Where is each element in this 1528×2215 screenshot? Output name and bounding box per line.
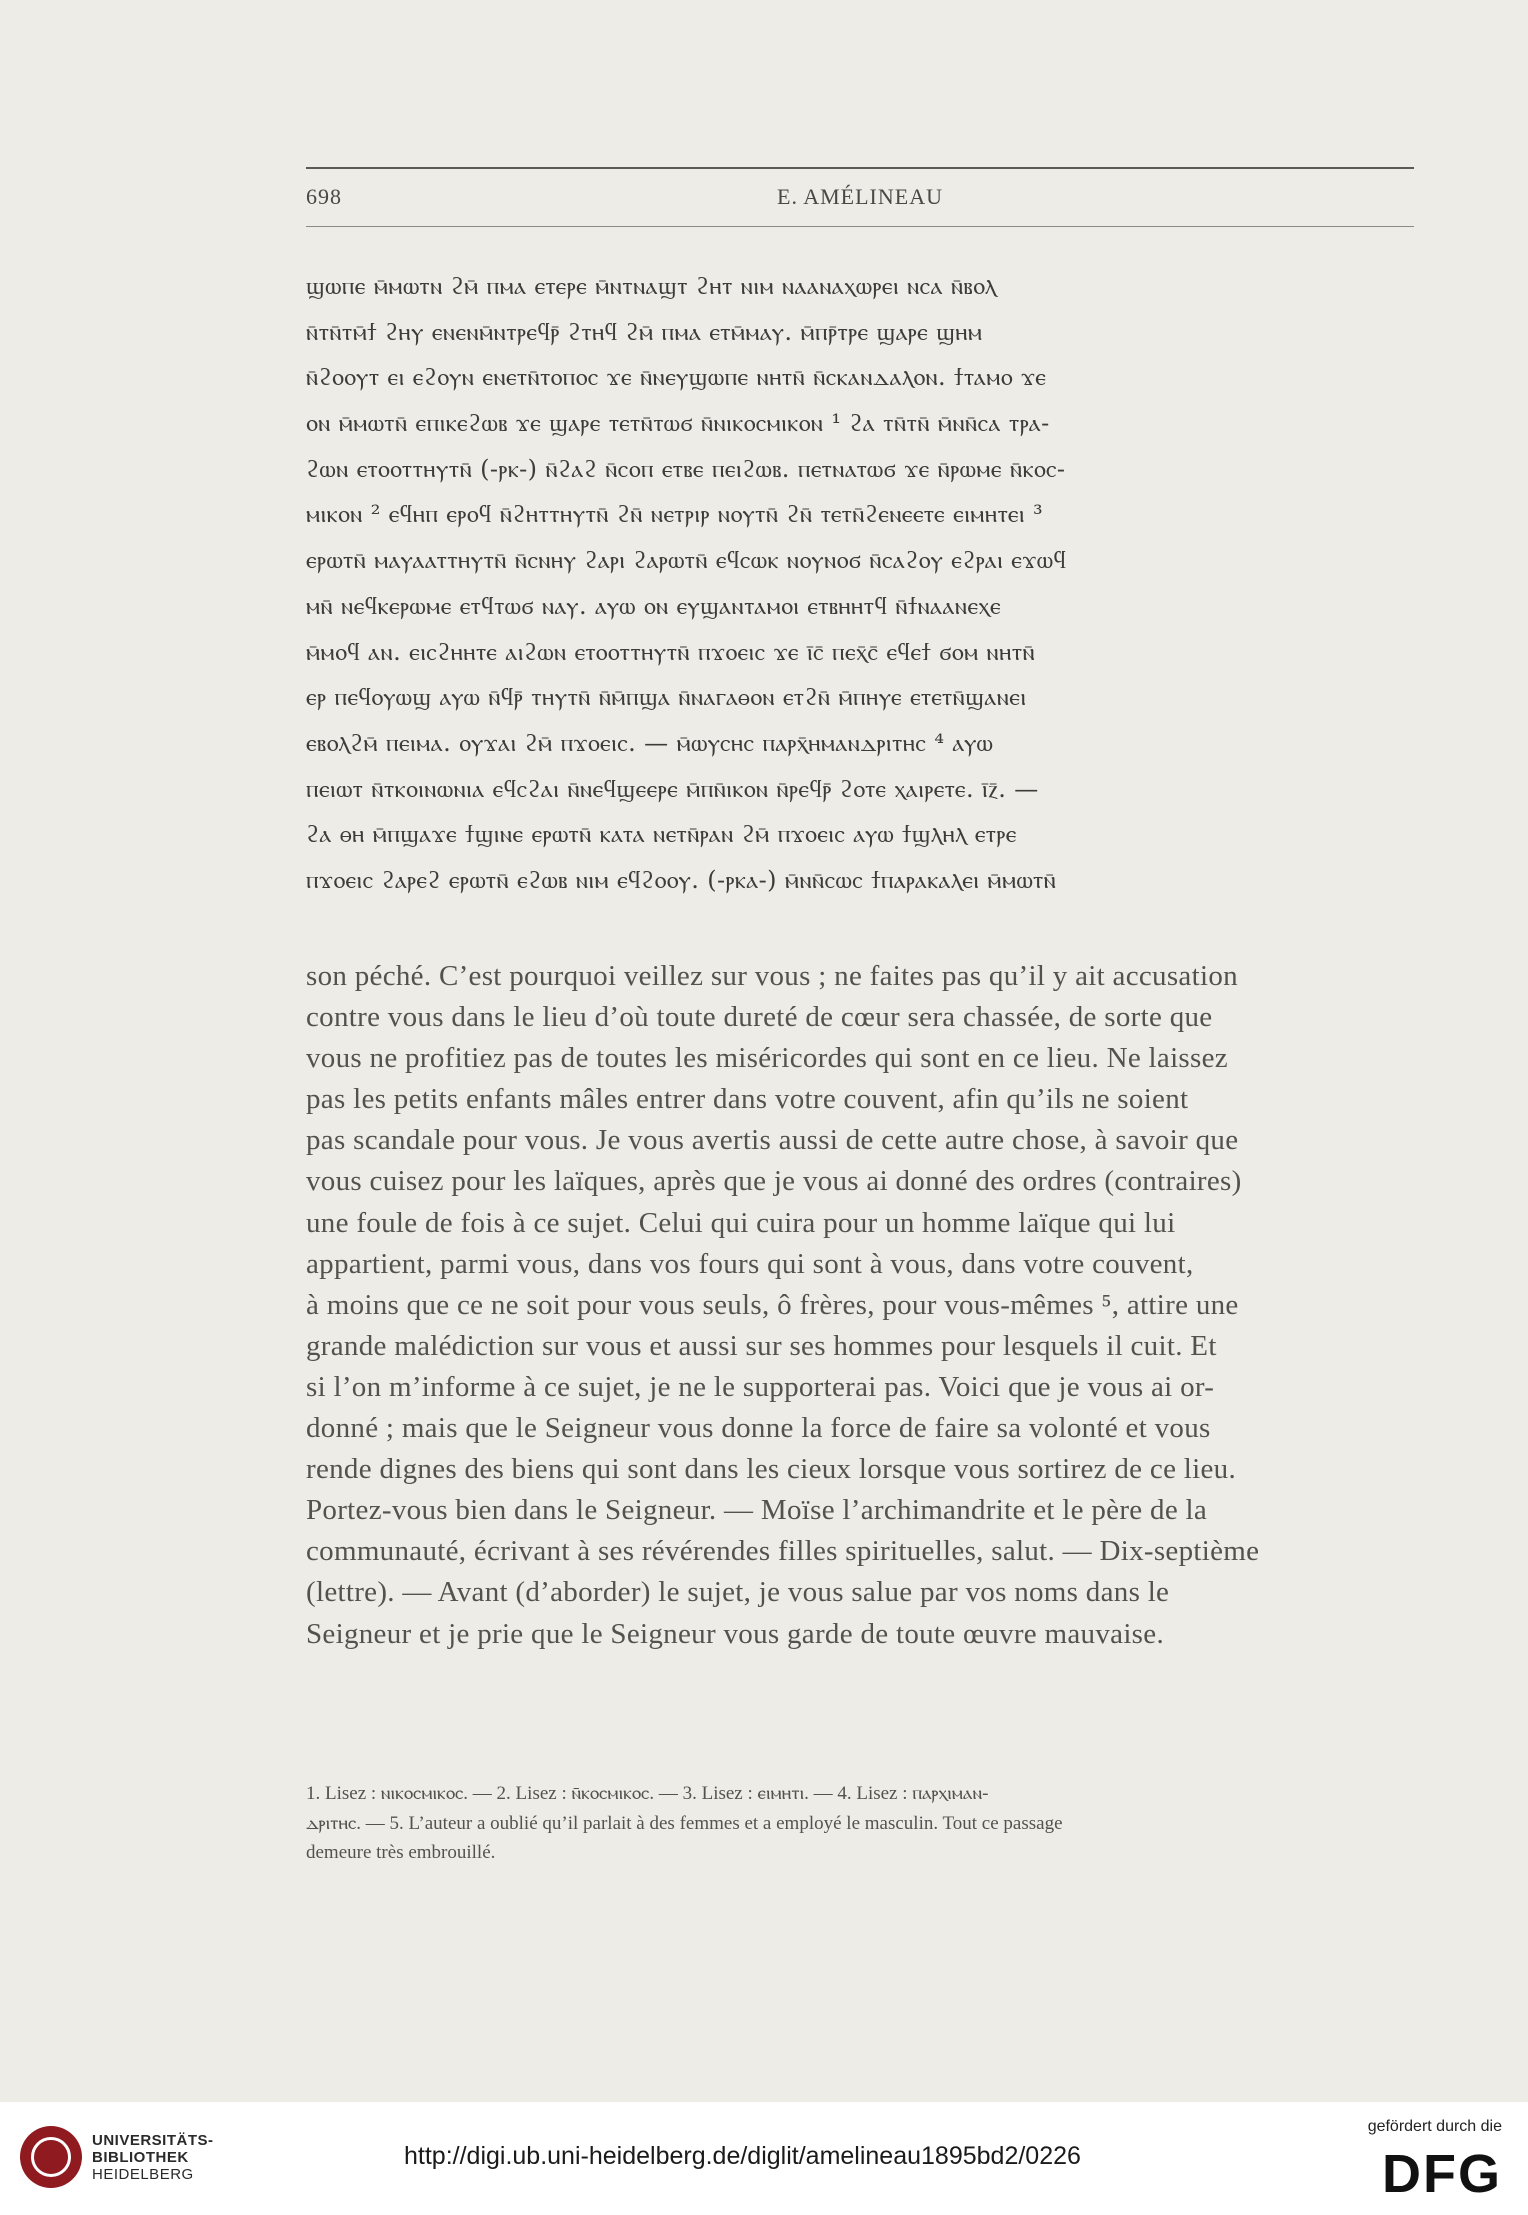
source-url-link[interactable]: http://digi.ub.uni-heidelberg.de/diglit/amelineau1895bd2/0226 [404, 2142, 1081, 2170]
french-line: rende dignes des biens qui sont dans les cieux lorsque vous sortirez de ce lieu. [306, 1453, 1237, 1486]
footnote-line: ⲇⲣⲓⲧⲏⲥ. — 5. L’auteur a oublié qu’il parlait à des femmes et a employé le masculin. Tout ce passage [306, 1812, 1063, 1834]
sponsor-label: gefördert durch die [1367, 2118, 1502, 2135]
university-seal-icon [20, 2126, 82, 2188]
coptic-line: ⲛ̄ϩⲟⲟⲩⲧ ⲉⲓ ⲉϩⲟⲩⲛ ⲉⲛⲉⲧⲛ̄ⲧⲟⲡⲟⲥ ϫⲉ ⲛ̄ⲛⲉⲩϣⲱⲡⲉ ⲛⲏⲧⲛ̄ ⲛ̄ⲥⲕⲁⲛⲇⲁⲗⲟⲛ. ϯⲧⲁⲙⲟ ϫⲉ [306, 363, 1047, 392]
french-line: appartient, parmi vous, dans vos fours qui sont à vous, dans votre couvent, [306, 1247, 1194, 1280]
french-line: donné ; mais que le Seigneur vous donne la force de faire sa volonté et vous [306, 1412, 1211, 1445]
french-line: pas scandale pour vous. Je vous avertis aussi de cette autre chose, à savoir que [306, 1124, 1239, 1157]
page-number: 698 [306, 184, 342, 209]
coptic-line: ⲡⲉⲓⲱⲧ ⲛ̄ⲧⲕⲟⲓⲛⲱⲛⲓⲁ ⲉϥⲥϩⲁⲓ ⲛ̄ⲛⲉϥϣⲉⲉⲣⲉ ⲙ̄ⲡⲛ̄ⲓⲕⲟⲛ ⲛ̄ⲣⲉϥⲣ̄ ϩⲟⲧⲉ ⲭⲁⲓⲣⲉⲧⲉ. ⲓ̄ⲍ̄. — [306, 774, 1039, 803]
footnote-line: demeure très embrouillé. [306, 1842, 496, 1863]
coptic-line: ⲙ̄ⲙⲟϥ ⲁⲛ. ⲉⲓⲥϩⲏⲏⲧⲉ ⲁⲓϩⲱⲛ ⲉⲧⲟⲟⲧⲧⲏⲩⲧⲛ̄ ⲡϫⲟⲉⲓⲥ ϫⲉ ⲓ̄ⲥ̄ ⲡⲉⲭ̄ⲥ̄ ⲉϥⲉϯ ϭⲟⲙ ⲛⲏⲧⲛ̄ [306, 637, 1036, 666]
coptic-line: ⲉⲣ ⲡⲉϥⲟⲩⲱϣ ⲁⲩⲱ ⲛ̄ϥⲣ̄ ⲧⲏⲩⲧⲛ̄ ⲛ̄ⲙ̄ⲡϣⲁ ⲛ̄ⲛⲁⲅⲁⲑⲟⲛ ⲉⲧϩⲛ̄ ⲙ̄ⲡⲏⲩⲉ ⲉⲧⲉⲧⲛ̄ϣⲁⲛⲉⲓ [306, 683, 1027, 712]
french-line: Seigneur et je prie que le Seigneur vous garde de toute œuvre mauvaise. [306, 1617, 1164, 1650]
french-line: grande malédiction sur vous et aussi sur ses hommes pour lesquels il cuit. Et [306, 1329, 1217, 1362]
library-name-line: UNIVERSITÄTS- [92, 2132, 214, 2149]
coptic-line: ⲟⲛ ⲙ̄ⲙⲱⲧⲛ̄ ⲉⲡⲓⲕⲉϩⲱⲃ ϫⲉ ϣⲁⲣⲉ ⲧⲉⲧⲛ̄ⲧⲱϭ ⲛ̄ⲛⲓⲕⲟⲥⲙⲓⲕⲟⲛ ¹ ϩⲁ ⲧⲛ̄ⲧⲛ̄ ⲙ̄ⲛⲛ̄ⲥⲁ ⲧⲣⲁ- [306, 409, 1050, 438]
coptic-line: ⲉⲃⲟⲗϩⲙ̄ ⲡⲉⲓⲙⲁ. ⲟⲩϫⲁⲓ ϩⲙ̄ ⲡϫⲟⲉⲓⲥ. — ⲙ̄ⲱⲩⲥⲏⲥ ⲡⲁⲣⲭ̄ⲏⲙⲁⲛⲇⲣⲓⲧⲏⲥ ⁴ ⲁⲩⲱ [306, 728, 994, 757]
coptic-line: ϩⲁ ⲑⲏ ⲙ̄ⲡϣⲁϫⲉ ϯϣⲓⲛⲉ ⲉⲣⲱⲧⲛ̄ ⲕⲁⲧⲁ ⲛⲉⲧⲛ̄ⲣⲁⲛ ϩⲙ̄ ⲡϫⲟⲉⲓⲥ ⲁⲩⲱ ϯϣⲗⲏⲗ ⲉⲧⲣⲉ [306, 820, 1017, 849]
french-line: pas les petits enfants mâles entrer dans votre couvent, afin qu’ils ne soient [306, 1083, 1189, 1116]
coptic-line: ⲛ̄ⲧⲛ̄ⲧⲙ̄ϯ ϩⲏⲩ ⲉⲛⲉⲛⲙ̄ⲛⲧⲣⲉϥⲣ̄ ϩⲧⲏϥ ϩⲙ̄ ⲡⲙⲁ ⲉⲧⲙ̄ⲙⲁⲩ. ⲙ̄ⲡⲣ̄ⲧⲣⲉ ϣⲁⲣⲉ ϣⲏⲙ [306, 317, 983, 346]
french-line: son péché. C’est pourquoi veillez sur vous ; ne faites pas qu’il y ait accusation [306, 960, 1238, 992]
running-title: E. AMÉLINEAU [777, 184, 943, 209]
french-line: si l’on m’informe à ce sujet, je ne le supporterai pas. Voici que je vous ai or- [306, 1370, 1215, 1403]
french-line: vous ne profitiez pas de toutes les miséricordes qui sont en ce lieu. Ne laissez [306, 1042, 1228, 1075]
coptic-line: ϣⲱⲡⲉ ⲙ̄ⲙⲱⲧⲛ ϩⲙ̄ ⲡⲙⲁ ⲉⲧⲉⲣⲉ ⲙ̄ⲛⲧⲛⲁϣⲧ ϩⲏⲧ ⲛⲓⲙ ⲛⲁⲁⲛⲁⲭⲱⲣⲉⲓ ⲛⲥⲁ ⲛ̄ⲃⲟⲗ [306, 272, 997, 300]
digitization-footer [0, 2102, 1528, 2215]
french-line: communauté, écrivant à ses révérendes filles spirituelles, salut. — Dix-septième [306, 1535, 1260, 1568]
french-line: (lettre). — Avant (d’aborder) le sujet, je vous salue par vos noms dans le [306, 1576, 1170, 1609]
coptic-line: ⲡϫⲟⲉⲓⲥ ϩⲁⲣⲉϩ ⲉⲣⲱⲧⲛ̄ ⲉϩⲱⲃ ⲛⲓⲙ ⲉϥϩⲟⲟⲩ. (-ⲣⲕⲁ-) ⲙ̄ⲛⲛ̄ⲥⲱⲥ ϯⲡⲁⲣⲁⲕⲁⲗⲉⲓ ⲙ̄ⲙⲱⲧⲛ̄ [306, 865, 1057, 894]
coptic-line: ⲙⲓⲕⲟⲛ ² ⲉϥⲏⲡ ⲉⲣⲟϥ ⲛ̄ϩⲏⲧⲧⲏⲩⲧⲛ̄ ϩⲛ̄ ⲛⲉⲧⲣⲓⲣ ⲛⲟⲩⲧⲛ̄ ϩⲛ̄ ⲧⲉⲧⲛ̄ϩⲉⲛⲉⲉⲧⲉ ⲉⲓⲙⲏⲧⲉⲓ ³ [306, 500, 1044, 529]
library-name-line: HEIDELBERG [92, 2166, 194, 2183]
header-rule [306, 226, 1414, 227]
coptic-line: ⲙⲛ̄ ⲛⲉϥⲕⲉⲣⲱⲙⲉ ⲉⲧϥⲧⲱϭ ⲛⲁⲩ. ⲁⲩⲱ ⲟⲛ ⲉⲩϣⲁⲛⲧⲁⲙⲟⲓ ⲉⲧⲃⲏⲏⲧϥ ⲛ̄ϯⲛⲁⲁⲛⲉⲭⲉ [306, 591, 1002, 620]
coptic-line: ⲉⲣⲱⲧⲛ̄ ⲙⲁⲩⲁⲁⲧⲧⲏⲩⲧⲛ̄ ⲛ̄ⲥⲛⲏⲩ ϩⲁⲣⲓ ϩⲁⲣⲱⲧⲛ̄ ⲉϥⲥⲱⲕ ⲛⲟⲩⲛⲟϭ ⲛ̄ⲥⲁϩⲟⲩ ⲉϩⲣⲁⲓ ⲉϫⲱϥ [306, 546, 1067, 575]
french-line: Portez-vous bien dans le Seigneur. — Moïse l’archimandrite et le père de la [306, 1494, 1208, 1527]
coptic-text-block [306, 264, 1414, 904]
french-line: contre vous dans le lieu d’où toute dureté de cœur sera chassée, de sorte que [306, 1001, 1213, 1034]
french-translation-block [306, 956, 1416, 1655]
running-head [306, 182, 1414, 216]
footnote-line: 1. Lisez : ⲛⲓⲕⲟⲥⲙⲓⲕⲟⲥ. — 2. Lisez : ⲛ̄ⲕⲟⲥⲙⲓⲕⲟⲥ. — 3. Lisez : ⲉⲓⲙⲏⲧⲓ. — 4. Lisez : ⲡⲁⲣⲭⲓⲙⲁⲛ- [306, 1783, 989, 1804]
coptic-line: ϩⲱⲛ ⲉⲧⲟⲟⲧⲧⲏⲩⲧⲛ̄ (-ⲣⲕ-) ⲛ̄ϩⲁϩ ⲛ̄ⲥⲟⲡ ⲉⲧⲃⲉ ⲡⲉⲓϩⲱⲃ. ⲡⲉⲧⲛⲁⲧⲱϭ ϫⲉ ⲛ̄ⲣⲱⲙⲉ ⲛ̄ⲕⲟⲥ- [306, 454, 1066, 483]
french-line: vous cuisez pour les laïques, après que je vous ai donné des ordres (contraires) [306, 1165, 1242, 1198]
french-line: une foule de fois à ce sujet. Celui qui cuira pour un homme laïque qui lui [306, 1206, 1176, 1239]
french-line: à moins que ce ne soit pour vous seuls, ô frères, pour vous-mêmes ⁵, attire une [306, 1288, 1239, 1321]
library-name [92, 2132, 214, 2183]
footnotes [306, 1779, 1416, 1868]
dfg-logo: DFG [1382, 2144, 1502, 2204]
top-rule [306, 167, 1414, 169]
library-name-line: BIBLIOTHEK [92, 2149, 189, 2166]
